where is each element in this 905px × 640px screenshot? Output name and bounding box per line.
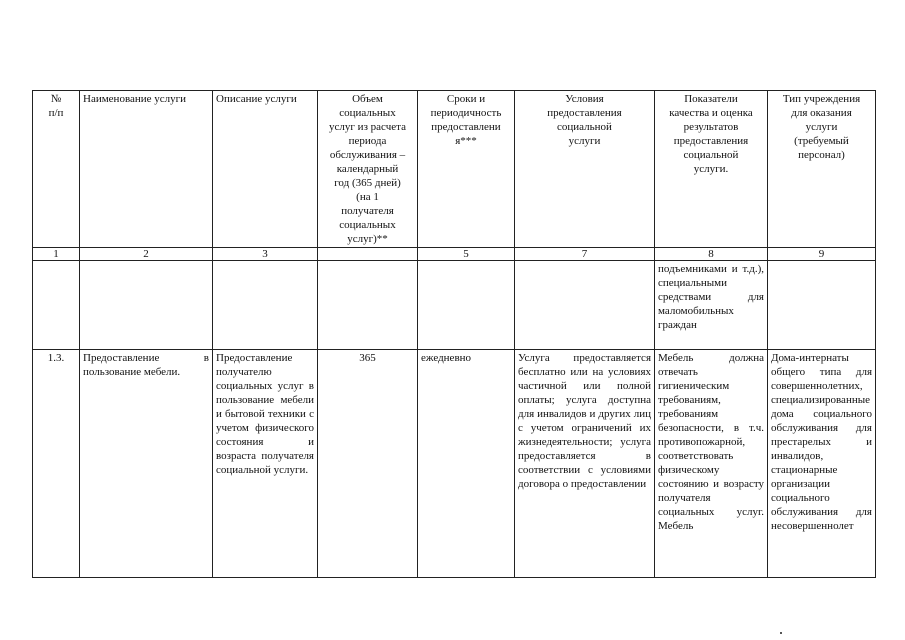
empty-cell	[318, 261, 418, 350]
volume-cell: 365	[318, 350, 418, 578]
frequency-cell: ежедневно	[418, 350, 515, 578]
scan-speck	[780, 632, 782, 634]
quality-continuation-cell: подъемниками и т.д.), специальными средствами для маломобильных граждан	[655, 261, 768, 350]
header-number: № п/п	[33, 91, 80, 248]
table-row	[33, 350, 876, 578]
header-service-name: Наименование услуги	[80, 91, 213, 248]
column-number: 2	[80, 248, 213, 261]
empty-cell	[80, 261, 213, 350]
header-frequency: Сроки и периодичность предоставлени я***	[418, 91, 515, 248]
header-conditions: Условия предоставления социальной услуги	[515, 91, 655, 248]
empty-cell	[418, 261, 515, 350]
header-volume: Объем социальных услуг из расчета периода обслуживания – календарный год (365 дней) (на 1 получателя социальных услуг)**	[318, 91, 418, 248]
header-row	[33, 91, 876, 248]
continuation-row	[33, 261, 876, 350]
column-number-row	[33, 248, 876, 261]
service-name-cell: Предоставление в пользование мебели.	[80, 350, 213, 578]
empty-cell	[768, 261, 876, 350]
column-number: 1	[33, 248, 80, 261]
column-number: 7	[515, 248, 655, 261]
services-table	[32, 90, 876, 578]
column-number: 3	[213, 248, 318, 261]
column-number: 9	[768, 248, 876, 261]
column-number: 8	[655, 248, 768, 261]
institution-cell: Дома-интернаты общего типа для совершеннолетних, специализированные дома социального обслуживания для престарелых и инвалидов, стационарные организации социального обслуживания для несовершеннолет	[768, 350, 876, 578]
header-description: Описание услуги	[213, 91, 318, 248]
empty-cell	[213, 261, 318, 350]
conditions-cell: Услуга предоставляется бесплатно или на условиях частичной или полной оплаты; услуга доступна для инвалидов и других лиц с учетом ограничений их жизнедеятельности; услуга предоставляется в соответствии с условиями договора о предоставлении	[515, 350, 655, 578]
column-number: 5	[418, 248, 515, 261]
header-institution: Тип учреждения для оказания услуги (требуемый персонал)	[768, 91, 876, 248]
row-number-cell: 1.3.	[33, 350, 80, 578]
quality-cell: Мебель должна отвечать гигиеническим требованиям, требованиям безопасности, в т.ч. противопожарной, соответствовать физическому состоянию и возрасту получателя социальных услуг. Мебель	[655, 350, 768, 578]
column-number	[318, 248, 418, 261]
description-cell: Предоставление получателю социальных услуг в пользование мебели и бытовой техники с учетом физического состояния и возраста получателя социальной услуги.	[213, 350, 318, 578]
empty-cell	[33, 261, 80, 350]
header-quality: Показатели качества и оценка результатов предоставления социальной услуги.	[655, 91, 768, 248]
empty-cell	[515, 261, 655, 350]
